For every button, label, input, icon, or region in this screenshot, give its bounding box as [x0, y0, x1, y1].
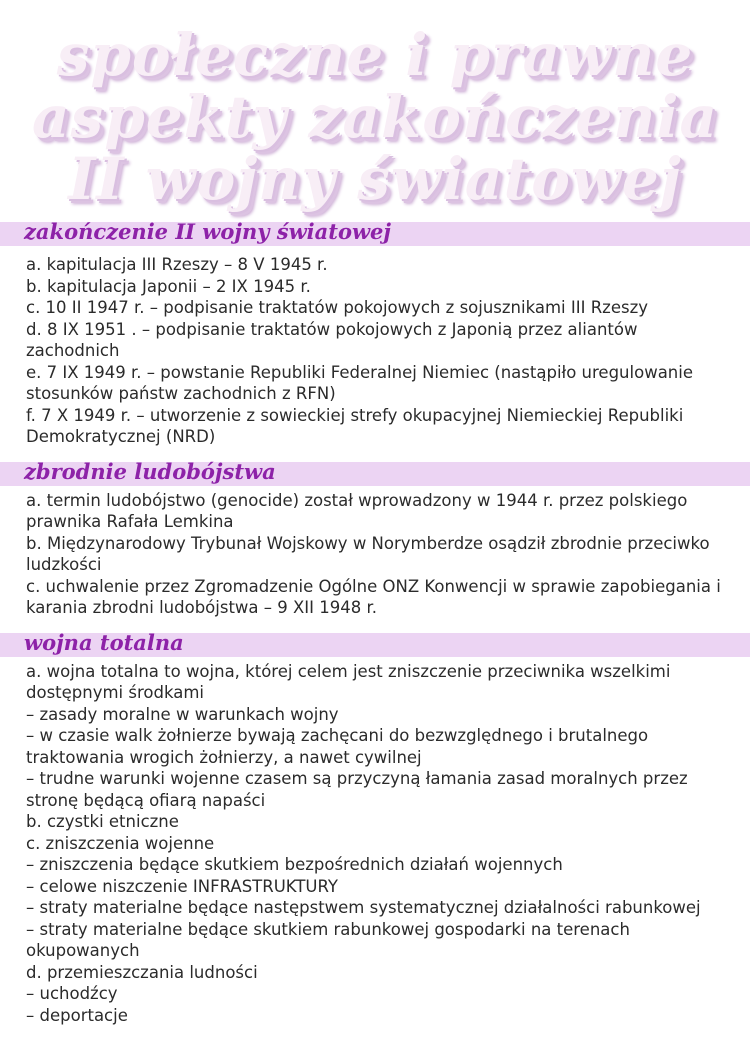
list-item: – w czasie walk żołnierze bywają zachęcani do bezwzględnego i brutalnego traktowania wrogich żołnierzy, a nawet cywilnej	[26, 726, 649, 767]
list-item: b. kapitulacja Japonii – 2 IX 1945 r.	[26, 276, 311, 296]
list-item: c. 10 II 1947 r. – podpisanie traktatów pokojowych z sojusznikami III Rzeszy	[26, 298, 649, 317]
section-heading: zakończenie II wojny światowej	[24, 219, 391, 244]
list-item: – zasady moralne w warunkach wojny	[26, 704, 339, 724]
item-list	[0, 254, 750, 448]
list-item: – trudne warunki wojenne czasem są przyczyną łamania zasad moralnych przez stronę będącą ofiarą napaści	[26, 769, 688, 810]
section-heading-bar	[0, 218, 750, 248]
section-heading-bar	[0, 629, 750, 659]
list-item: d. przemieszczania ludności	[26, 962, 258, 982]
section-genocide	[0, 458, 750, 619]
list-item: f. 7 X 1949 r. – utworzenie z sowieckiej strefy okupacyjnej Niemieckiej Republiki Demokratycznej (NRD)	[26, 405, 684, 446]
item-list	[0, 661, 750, 1027]
title-line-3: II wojny światowej	[68, 145, 682, 213]
list-item: d. 8 IX 1951 . – podpisanie traktatów pokojowych z Japonią przez aliantów zachodnich	[26, 319, 638, 360]
list-item: – straty materialne będące skutkiem rabunkowej gospodarki na terenach okupowanych	[26, 919, 630, 960]
list-item: c. zniszczenia wojenne	[26, 833, 215, 853]
page-title	[0, 0, 750, 213]
list-item: b. Międzynarodowy Trybunał Wojskowy w Norymberdze osądził zbrodnie przeciwko ludzkości	[26, 533, 710, 574]
list-item: – zniszczenia będące skutkiem bezpośrednich działań wojennych	[26, 855, 563, 874]
list-item: e. 7 IX 1949 r. – powstanie Republiki Federalnej Niemiec (nastąpiło uregulowanie stosunków państw zachodnich z RFN)	[26, 362, 693, 403]
list-item: a. termin ludobójstwo (genocide) został wprowadzony w 1944 r. przez polskiego prawnika Rafała Lemkina	[26, 490, 688, 531]
section-heading: zbrodnie ludobójstwa	[24, 458, 276, 484]
item-list	[0, 490, 750, 619]
list-item: a. wojna totalna to wojna, której celem jest zniszczenie przeciwnika wszelkimi dostępnymi środkami	[26, 661, 671, 702]
list-item: a. kapitulacja III Rzeszy – 8 V 1945 r.	[26, 255, 328, 274]
title-line-1: społeczne i prawne	[56, 21, 694, 89]
title-line-2: aspekty zakończenia	[31, 83, 719, 151]
section-heading-bar	[0, 458, 750, 488]
list-item: – straty materialne będące następstwem systematycznej działalności rabunkowej	[26, 898, 701, 917]
list-item: – deportacje	[26, 1005, 128, 1025]
list-item: – uchodźcy	[26, 984, 118, 1003]
list-item: c. uchwalenie przez Zgromadzenie Ogólne ONZ Konwencji w sprawie zapobiegania i karania zbrodni ludobójstwa – 9 XII 1948 r.	[26, 576, 721, 617]
section-heading: wojna totalna	[24, 629, 184, 655]
section-end-of-war	[0, 218, 750, 448]
section-total-war	[0, 629, 750, 1027]
list-item: – celowe niszczenie INFRASTRUKTURY	[26, 876, 338, 896]
list-item: b. czystki etniczne	[26, 812, 179, 831]
